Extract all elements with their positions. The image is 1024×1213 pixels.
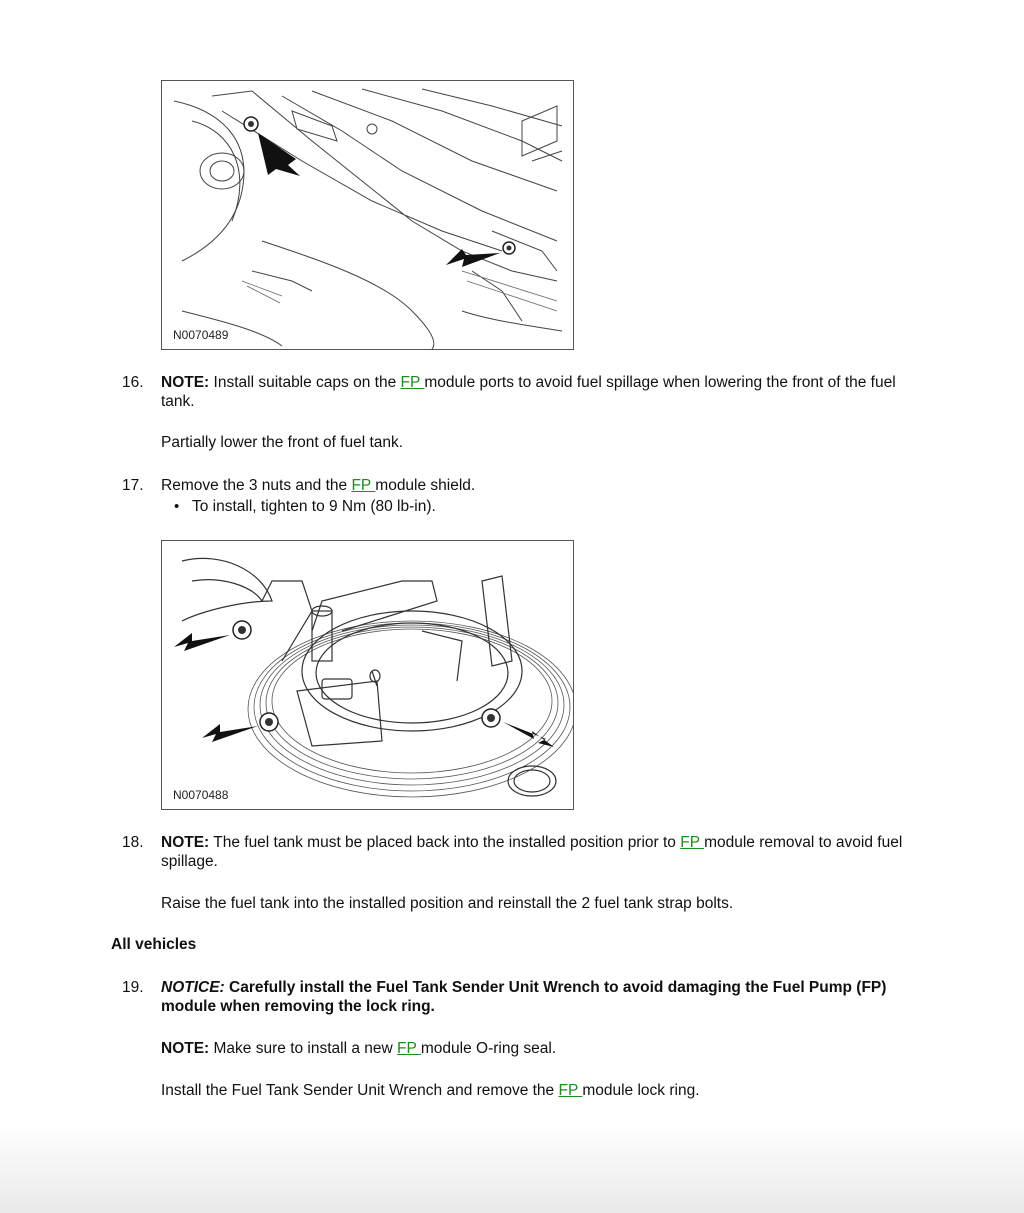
note-text: module removal to avoid fuel spillage. [161, 834, 903, 870]
step-number: 19. [122, 979, 144, 996]
note-text: The fuel tank must be placed back into the installed position prior to [209, 834, 681, 851]
step-18 [122, 833, 922, 871]
step-number: 16. [122, 374, 144, 391]
note-text: Install suitable caps on the [209, 374, 401, 391]
fp-link[interactable]: FP [397, 1040, 421, 1057]
step-text: Remove the 3 nuts and the [161, 477, 352, 494]
fp-link[interactable]: FP [400, 374, 425, 391]
illustration-tank-bolts [162, 81, 573, 349]
step-17 [122, 476, 922, 495]
note-text: Make sure to install a new [209, 1040, 398, 1057]
step-18-action: Raise the fuel tank into the installed position and reinstall the 2 fuel tank strap bolts. [161, 895, 734, 912]
notice-text: Carefully install the Fuel Tank Sender Unit Wrench to avoid damaging the Fuel Pump (FP) module when removing the lock ring. [161, 979, 887, 1015]
notice-label: NOTICE: [161, 979, 225, 996]
figure-fp-module-bolts [161, 80, 574, 350]
step-19-note [161, 1039, 556, 1058]
page-bottom-shade [0, 1123, 1024, 1213]
step-16 [122, 373, 922, 411]
step-number: 17. [122, 477, 144, 494]
note-text: module ports to avoid fuel spillage when lowering the front of the fuel tank. [161, 374, 896, 410]
figure-id: N0070489 [173, 328, 229, 342]
action-text: module lock ring. [582, 1082, 700, 1099]
note-label: NOTE: [161, 374, 210, 391]
fp-link[interactable]: FP [351, 477, 376, 494]
note-text: module O-ring seal. [420, 1040, 557, 1057]
step-16-action: Partially lower the front of fuel tank. [161, 434, 404, 451]
step-text: module shield. [375, 477, 476, 494]
step-19-action [161, 1081, 700, 1100]
action-text: Install the Fuel Tank Sender Unit Wrench and remove the [161, 1082, 559, 1099]
step-19 [122, 978, 922, 1016]
section-heading: All vehicles [111, 936, 197, 953]
figure-fp-module-shield [161, 540, 574, 810]
fp-link[interactable]: FP [680, 834, 705, 851]
fp-link[interactable]: FP [558, 1082, 583, 1099]
step-number: 18. [122, 834, 144, 851]
figure-id: N0070488 [173, 788, 229, 802]
note-label: NOTE: [161, 834, 210, 851]
install-torque-bullet: • To install, tighten to 9 Nm (80 lb-in). [192, 497, 436, 516]
illustration-module-shield [162, 541, 573, 809]
note-label: NOTE: [161, 1040, 210, 1057]
